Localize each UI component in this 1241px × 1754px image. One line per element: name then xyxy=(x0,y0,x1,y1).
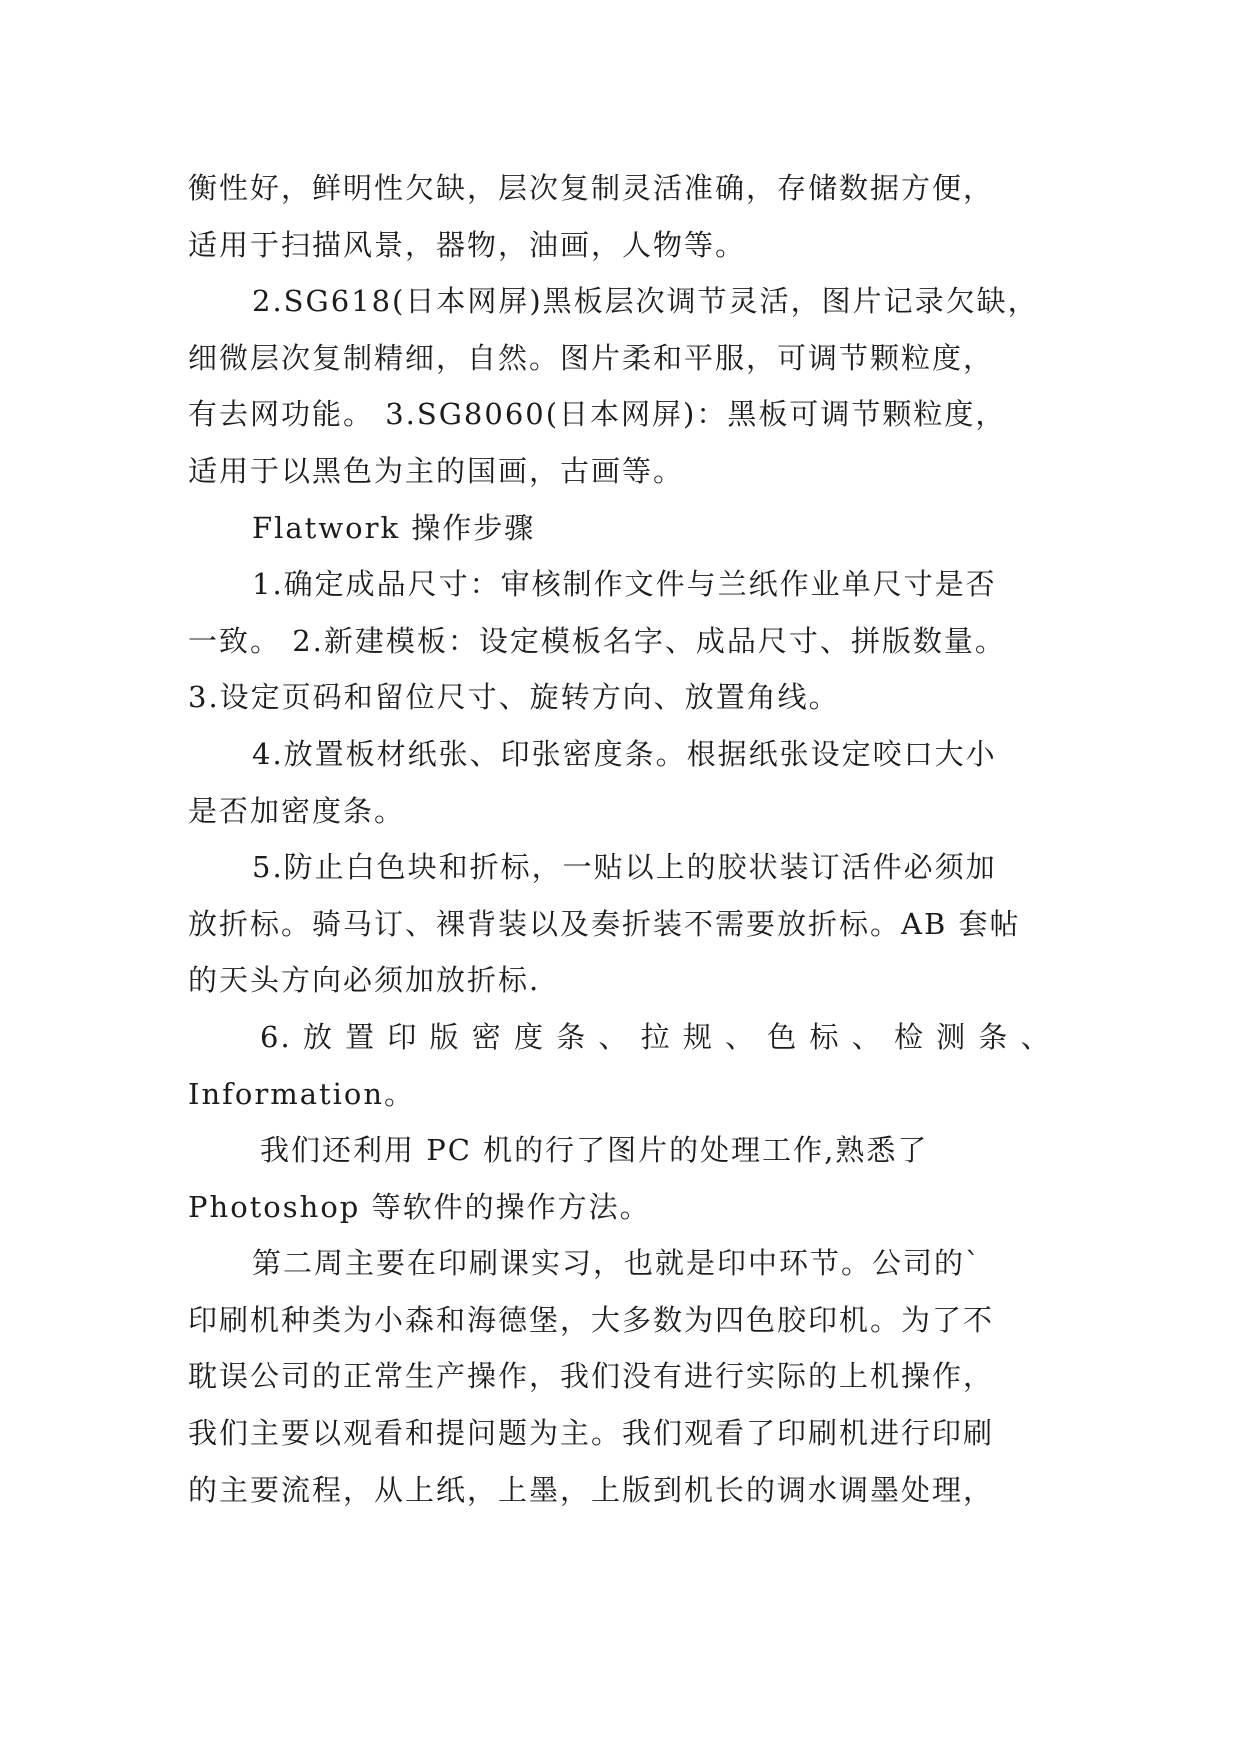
text-line: 2.SG618(日本网屏)黑板层次调节灵活，图片记录欠缺， xyxy=(252,284,1039,319)
text-line: 一致。 2.新建模板：设定模板名字、成品尺寸、拼版数量。 xyxy=(188,623,1006,658)
text-line: 是否加密度条。 xyxy=(188,793,406,828)
text-line: 有去网功能。 3.SG8060(日本网屏)：黑板可调节颗粒度， xyxy=(188,397,1007,432)
text-line: 的天头方向必须加放折标. xyxy=(188,963,541,998)
section-heading: Flatwork 操作步骤 xyxy=(252,510,536,545)
text-line: 适用于以黑色为主的国画，古画等。 xyxy=(188,453,685,488)
text-line: 放折标。骑马订、裸背装以及奏折装不需要放折标。AB 套帖 xyxy=(188,906,1021,941)
text-line: Photoshop 等软件的操作方法。 xyxy=(188,1189,651,1224)
text-line: Information。 xyxy=(188,1076,416,1111)
text-line: 4.放置板材纸张、印张密度条。根据纸张设定咬口大小 xyxy=(252,736,997,771)
text-line: 1.确定成品尺寸：审核制作文件与兰纸作业单尺寸是否 xyxy=(252,567,997,602)
text-line: 的主要流程，从上纸，上墨，上版到机长的调水调墨处理， xyxy=(188,1472,995,1507)
text-line: 衡性好，鲜明性欠缺，层次复制灵活准确，存储数据方便， xyxy=(188,171,995,205)
text-line: 6. 放 置 印 版 密 度 条 、 拉 规 、 色 标 、 检 测 条 、 xyxy=(260,1019,1052,1054)
text-line: 印刷机种类为小森和海德堡，大多数为四色胶印机。为了不 xyxy=(188,1302,995,1337)
text-line: 细微层次复制精细，自然。图片柔和平服，可调节颗粒度， xyxy=(188,340,995,375)
text-line: 第二周主要在印刷课实习，也就是印中环节。公司的` xyxy=(252,1246,982,1281)
text-line: 3.设定页码和留位尺寸、旋转方向、放置角线。 xyxy=(188,680,840,715)
document-body xyxy=(188,160,1068,1518)
text-line: 5.防止白色块和折标，一贴以上的胶状装订活件必须加 xyxy=(252,850,997,885)
text-line: 适用于扫描风景，器物，油画，人物等。 xyxy=(188,227,747,262)
text-line: 我们主要以观看和提问题为主。我们观看了印刷机进行印刷 xyxy=(188,1416,995,1451)
text-line: 我们还利用 PC 机的行了图片的处理工作,熟悉了 xyxy=(260,1133,929,1168)
text-line: 耽误公司的正常生产操作，我们没有进行实际的上机操作， xyxy=(188,1359,995,1394)
